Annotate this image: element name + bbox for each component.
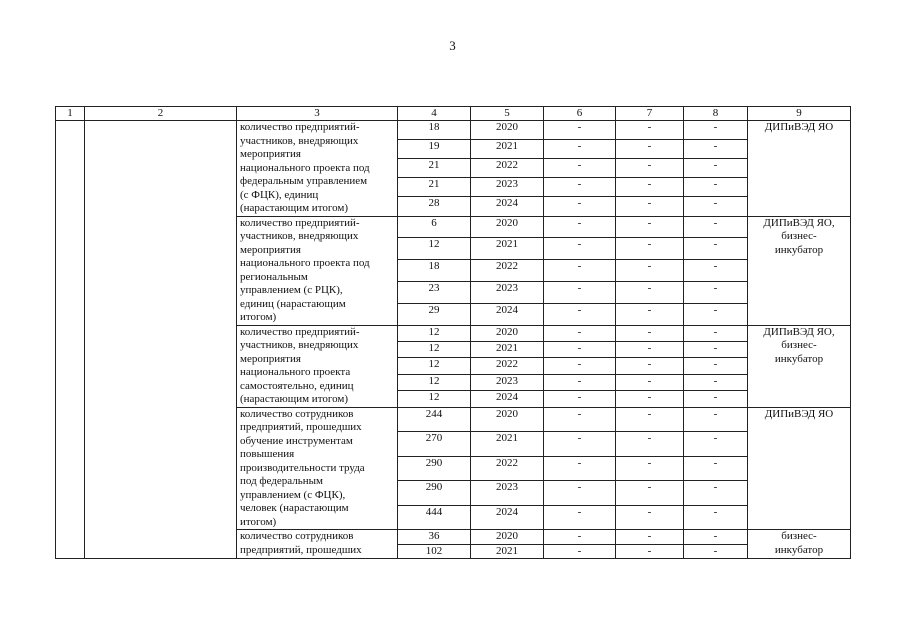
indicator-cell: [237, 325, 398, 407]
indicator-line: количество предприятий-: [240, 325, 360, 338]
indicator-line: итогом): [240, 311, 277, 323]
indicator-line: национального проекта под: [240, 257, 370, 269]
indicator-cell: [237, 121, 398, 217]
c6-cell: -: [544, 341, 616, 357]
value-cell: 244: [398, 407, 471, 432]
c8-cell: -: [684, 391, 748, 407]
indicator-line: количество предприятий-: [240, 121, 360, 133]
c6-cell: -: [544, 238, 616, 260]
indicator-line: управлением (с ФЦК),: [240, 488, 346, 501]
header-cell-2: 2: [85, 107, 237, 121]
header-cell-6: 6: [544, 107, 616, 121]
c7-cell: -: [616, 481, 684, 506]
year-cell: 2021: [471, 238, 544, 260]
c7-cell: -: [616, 260, 684, 282]
c8-cell: -: [684, 159, 748, 178]
c8-cell: -: [684, 238, 748, 260]
table-row: [56, 121, 851, 140]
year-cell: 2022: [471, 260, 544, 282]
c6-cell: -: [544, 197, 616, 216]
c8-cell: -: [684, 505, 748, 530]
c7-cell: -: [616, 216, 684, 238]
c7-cell: -: [616, 281, 684, 303]
value-cell: 23: [398, 281, 471, 303]
indicator-line: повышения: [240, 448, 295, 460]
responsible-line: ДИПиВЭД ЯО,: [763, 325, 835, 338]
indicator-line: под федеральным: [240, 475, 323, 487]
year-cell: 2022: [471, 159, 544, 178]
indicator-line: (нарастающим итогом): [240, 202, 349, 214]
responsible-line: ДИПиВЭД ЯО,: [763, 216, 835, 229]
responsible-line: инкубатор: [774, 543, 824, 556]
c8-cell: -: [684, 140, 748, 159]
c6-cell: -: [544, 216, 616, 238]
c6-cell: -: [544, 140, 616, 159]
value-cell: 19: [398, 140, 471, 159]
c6-cell: -: [544, 159, 616, 178]
c7-cell: -: [616, 432, 684, 457]
c7-cell: -: [616, 121, 684, 140]
indicator-line: (нарастающим итогом): [240, 393, 349, 405]
year-cell: 2024: [471, 505, 544, 530]
year-cell: 2021: [471, 544, 544, 559]
c7-cell: -: [616, 374, 684, 390]
value-cell: 29: [398, 303, 471, 325]
year-cell: 2021: [471, 341, 544, 357]
page-number: 3: [449, 38, 456, 53]
indicator-cell: [237, 530, 398, 559]
c7-cell: -: [616, 407, 684, 432]
header-cell-5: 5: [471, 107, 544, 121]
header-cell-7: 7: [616, 107, 684, 121]
c8-cell: -: [684, 216, 748, 238]
year-cell: 2024: [471, 303, 544, 325]
responsible-cell: [748, 216, 851, 325]
value-cell: 6: [398, 216, 471, 238]
c7-cell: -: [616, 505, 684, 530]
c7-cell: -: [616, 530, 684, 545]
value-cell: 18: [398, 121, 471, 140]
c8-cell: -: [684, 544, 748, 559]
responsible-cell: [748, 407, 851, 530]
indicator-line: количество сотрудников: [240, 530, 354, 542]
responsible-line: ДИПиВЭД ЯО: [764, 407, 834, 420]
col1-cell: [56, 121, 85, 559]
indicator-line: участников, внедряющих: [240, 339, 359, 351]
header-row: [56, 107, 851, 121]
indicator-line: участников, внедряющих: [240, 134, 359, 147]
c8-cell: -: [684, 358, 748, 374]
year-cell: 2024: [471, 197, 544, 216]
c8-cell: -: [684, 407, 748, 432]
responsible-line: бизнес-: [781, 339, 817, 351]
responsible-cell: [748, 530, 851, 559]
c8-cell: -: [684, 481, 748, 506]
responsible-line: инкубатор: [774, 352, 824, 365]
year-cell: 2024: [471, 391, 544, 407]
c8-cell: -: [684, 260, 748, 282]
year-cell: 2020: [471, 325, 544, 341]
c7-cell: -: [616, 178, 684, 197]
header-cell-3: 3: [237, 107, 398, 121]
header-cell-4: 4: [398, 107, 471, 121]
year-cell: 2020: [471, 407, 544, 432]
c6-cell: -: [544, 544, 616, 559]
c7-cell: -: [616, 303, 684, 325]
c7-cell: -: [616, 544, 684, 559]
value-cell: 12: [398, 238, 471, 260]
c8-cell: -: [684, 325, 748, 341]
value-cell: 290: [398, 456, 471, 481]
value-cell: 36: [398, 530, 471, 545]
c8-cell: -: [684, 432, 748, 457]
value-cell: 21: [398, 178, 471, 197]
c8-cell: -: [684, 178, 748, 197]
c6-cell: -: [544, 505, 616, 530]
c7-cell: -: [616, 140, 684, 159]
value-cell: 12: [398, 325, 471, 341]
c8-cell: -: [684, 374, 748, 390]
c7-cell: -: [616, 391, 684, 407]
value-cell: 12: [398, 374, 471, 390]
c7-cell: -: [616, 325, 684, 341]
indicator-line: мероприятия: [240, 352, 301, 365]
c6-cell: -: [544, 407, 616, 432]
c6-cell: -: [544, 178, 616, 197]
value-cell: 12: [398, 391, 471, 407]
year-cell: 2020: [471, 121, 544, 140]
c8-cell: -: [684, 281, 748, 303]
c7-cell: -: [616, 358, 684, 374]
indicator-line: итогом): [240, 515, 277, 528]
indicator-line: национального проекта под: [240, 161, 370, 174]
indicators-table: [55, 106, 851, 559]
year-cell: 2020: [471, 216, 544, 238]
header-cell-9: 9: [748, 107, 851, 121]
c6-cell: -: [544, 456, 616, 481]
c8-cell: -: [684, 121, 748, 140]
value-cell: 444: [398, 505, 471, 530]
c6-cell: -: [544, 358, 616, 374]
value-cell: 18: [398, 260, 471, 282]
table-body: [56, 107, 851, 559]
indicator-line: человек (нарастающим: [240, 502, 349, 514]
responsible-line: бизнес-: [781, 530, 817, 542]
indicator-line: производительности труда: [240, 461, 365, 474]
c6-cell: -: [544, 391, 616, 407]
c6-cell: -: [544, 530, 616, 545]
indicator-line: единиц (нарастающим: [240, 297, 346, 310]
year-cell: 2020: [471, 530, 544, 545]
indicator-line: предприятий, прошедших: [240, 421, 362, 433]
value-cell: 102: [398, 544, 471, 559]
c7-cell: -: [616, 238, 684, 260]
indicator-line: региональным: [240, 270, 308, 283]
year-cell: 2022: [471, 456, 544, 481]
indicator-line: (с ФЦК), единиц: [240, 188, 319, 201]
header-cell-1: 1: [56, 107, 85, 121]
c8-cell: -: [684, 530, 748, 545]
responsible-cell: [748, 121, 851, 217]
c6-cell: -: [544, 121, 616, 140]
responsible-line: инкубатор: [774, 243, 824, 256]
value-cell: 12: [398, 358, 471, 374]
c7-cell: -: [616, 197, 684, 216]
year-cell: 2023: [471, 178, 544, 197]
year-cell: 2021: [471, 432, 544, 457]
c7-cell: -: [616, 456, 684, 481]
header-cell-8: 8: [684, 107, 748, 121]
c8-cell: -: [684, 341, 748, 357]
c6-cell: -: [544, 281, 616, 303]
indicator-cell: [237, 216, 398, 325]
c6-cell: -: [544, 481, 616, 506]
indicator-line: мероприятия: [240, 148, 301, 160]
c7-cell: -: [616, 341, 684, 357]
c8-cell: -: [684, 303, 748, 325]
responsible-line: бизнес-: [781, 230, 817, 242]
indicator-line: количество сотрудников: [240, 407, 354, 420]
value-cell: 12: [398, 341, 471, 357]
c8-cell: -: [684, 197, 748, 216]
c8-cell: -: [684, 456, 748, 481]
c6-cell: -: [544, 303, 616, 325]
responsible-line: ДИПиВЭД ЯО: [764, 121, 834, 133]
indicator-line: предприятий, прошедших: [240, 543, 362, 556]
year-cell: 2023: [471, 281, 544, 303]
indicator-line: самостоятельно, единиц: [240, 379, 354, 392]
responsible-cell: [748, 325, 851, 407]
indicator-line: мероприятия: [240, 243, 301, 256]
year-cell: 2022: [471, 358, 544, 374]
c7-cell: -: [616, 159, 684, 178]
indicator-line: федеральным управлением: [240, 175, 368, 187]
indicator-cell: [237, 407, 398, 530]
indicator-line: обучение инструментам: [240, 434, 353, 447]
col2-cell: [85, 121, 237, 559]
indicator-line: количество предприятий-: [240, 216, 360, 229]
value-cell: 28: [398, 197, 471, 216]
value-cell: 21: [398, 159, 471, 178]
indicator-line: национального проекта: [240, 366, 351, 378]
indicator-line: управлением (с РЦК),: [240, 284, 343, 296]
c6-cell: -: [544, 374, 616, 390]
c6-cell: -: [544, 432, 616, 457]
year-cell: 2021: [471, 140, 544, 159]
value-cell: 270: [398, 432, 471, 457]
c6-cell: -: [544, 325, 616, 341]
year-cell: 2023: [471, 374, 544, 390]
year-cell: 2023: [471, 481, 544, 506]
c6-cell: -: [544, 260, 616, 282]
indicator-line: участников, внедряющих: [240, 230, 359, 242]
value-cell: 290: [398, 481, 471, 506]
